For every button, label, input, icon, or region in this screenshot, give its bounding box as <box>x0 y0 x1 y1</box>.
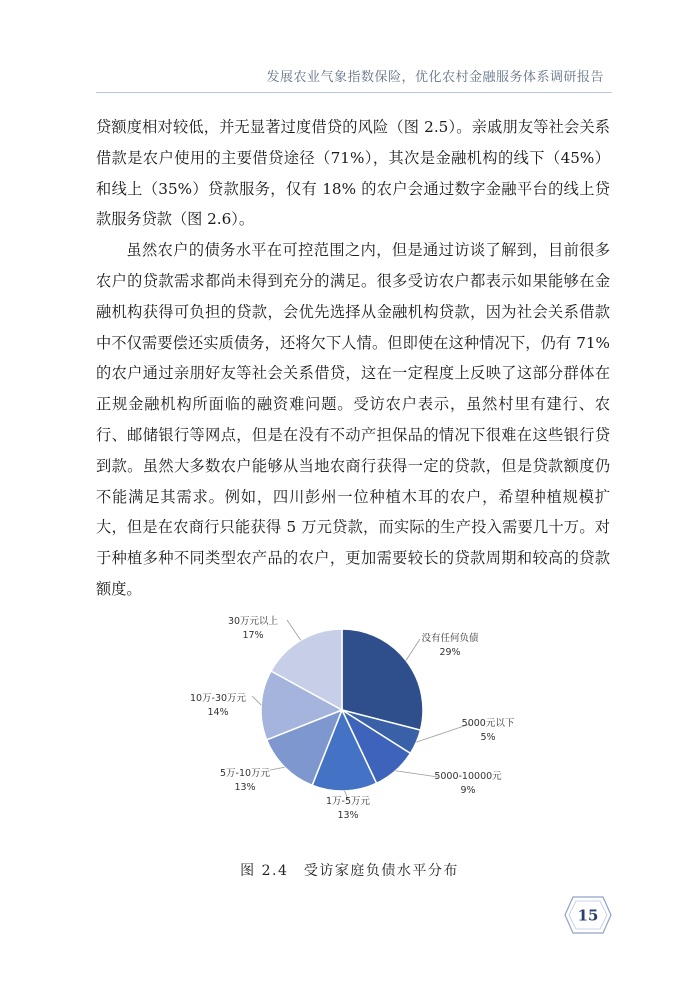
slice-category-label-1: 5000元以下 <box>461 718 515 729</box>
page-number: 15 <box>577 906 599 925</box>
slice-value-label-4: 13% <box>234 782 256 793</box>
slice-value-label-1: 5% <box>480 732 496 743</box>
leader-line-4 <box>270 767 285 770</box>
leader-line-2 <box>396 771 438 777</box>
slice-value-label-3: 13% <box>337 810 359 821</box>
body-text <box>96 112 610 605</box>
slice-category-label-0: 没有任何负债 <box>421 633 479 644</box>
leader-line-0 <box>406 639 420 660</box>
slice-category-label-3: 1万-5万元 <box>325 796 371 807</box>
slice-category-label-5: 10万-30万元 <box>189 693 247 704</box>
paragraph-2: 虽然农户的债务水平在可控范围之内，但是通过访谈了解到，目前很多农户的贷款需求都尚未得到充分的满足。很多受访农户都表示如果能够在金融机构获得可负担的贷款，会优先选择从金融机构贷款，因为社会关系借款中不仅需要偿还实质债务，还将欠下人情。但即使在这种情况下，仍有 71% 的农户通过亲朋好友等社会关系借贷，这在一定程度上反映了这部分群体在正规金融机构所面临的融资难问题。受访农户表示，虽然村里有建行、农行、邮储银行等网点，但是在没有不动产担保品的情况下很难在这些银行贷到款。虽然大多数农户能够从当地农商行获得一定的贷款，但是贷款额度仍不能满足其需求。例如，四川彭州一位种植木耳的农户，希望种植规模扩大，但是在农商行只能获得 5 万元贷款，而实际的生产投入需要几十万。对于种植多种不同类型农产品的农户，更加需要较长的贷款周期和较高的贷款额度。 <box>96 241 610 598</box>
slice-value-label-2: 9% <box>460 785 476 796</box>
page-number-badge <box>563 895 613 935</box>
slice-value-label-6: 17% <box>242 630 264 641</box>
slice-category-label-4: 5万-10万元 <box>219 768 271 779</box>
debt-level-pie-chart <box>170 608 540 838</box>
page-badge-hexagon <box>563 895 613 935</box>
figure-caption: 图 2.4 受访家庭负债水平分布 <box>240 863 459 879</box>
slice-category-label-2: 5000-10000元 <box>434 771 502 782</box>
running-header: 发展农业气象指数保险，优化农村金融服务体系调研报告 <box>266 70 604 85</box>
slice-value-label-0: 29% <box>439 647 461 658</box>
pie-chart-figure <box>170 608 540 838</box>
slice-value-label-5: 14% <box>207 707 229 718</box>
header-rule <box>96 92 612 93</box>
leader-line-6 <box>287 620 301 640</box>
leader-line-5 <box>252 696 261 705</box>
slice-category-label-6: 30万元以上 <box>227 616 279 627</box>
paragraph-1: 贷额度相对较低，并无显著过度借贷的风险（图 2.5）。亲戚朋友等社会关系借款是农户使用的主要借贷途径（71%），其次是金融机构的线下（45%）和线上（35%）贷款服务，仅有 18% 的农户会通过数字金融平台的线上贷款服务贷款（图 2.6）。 <box>96 118 610 229</box>
